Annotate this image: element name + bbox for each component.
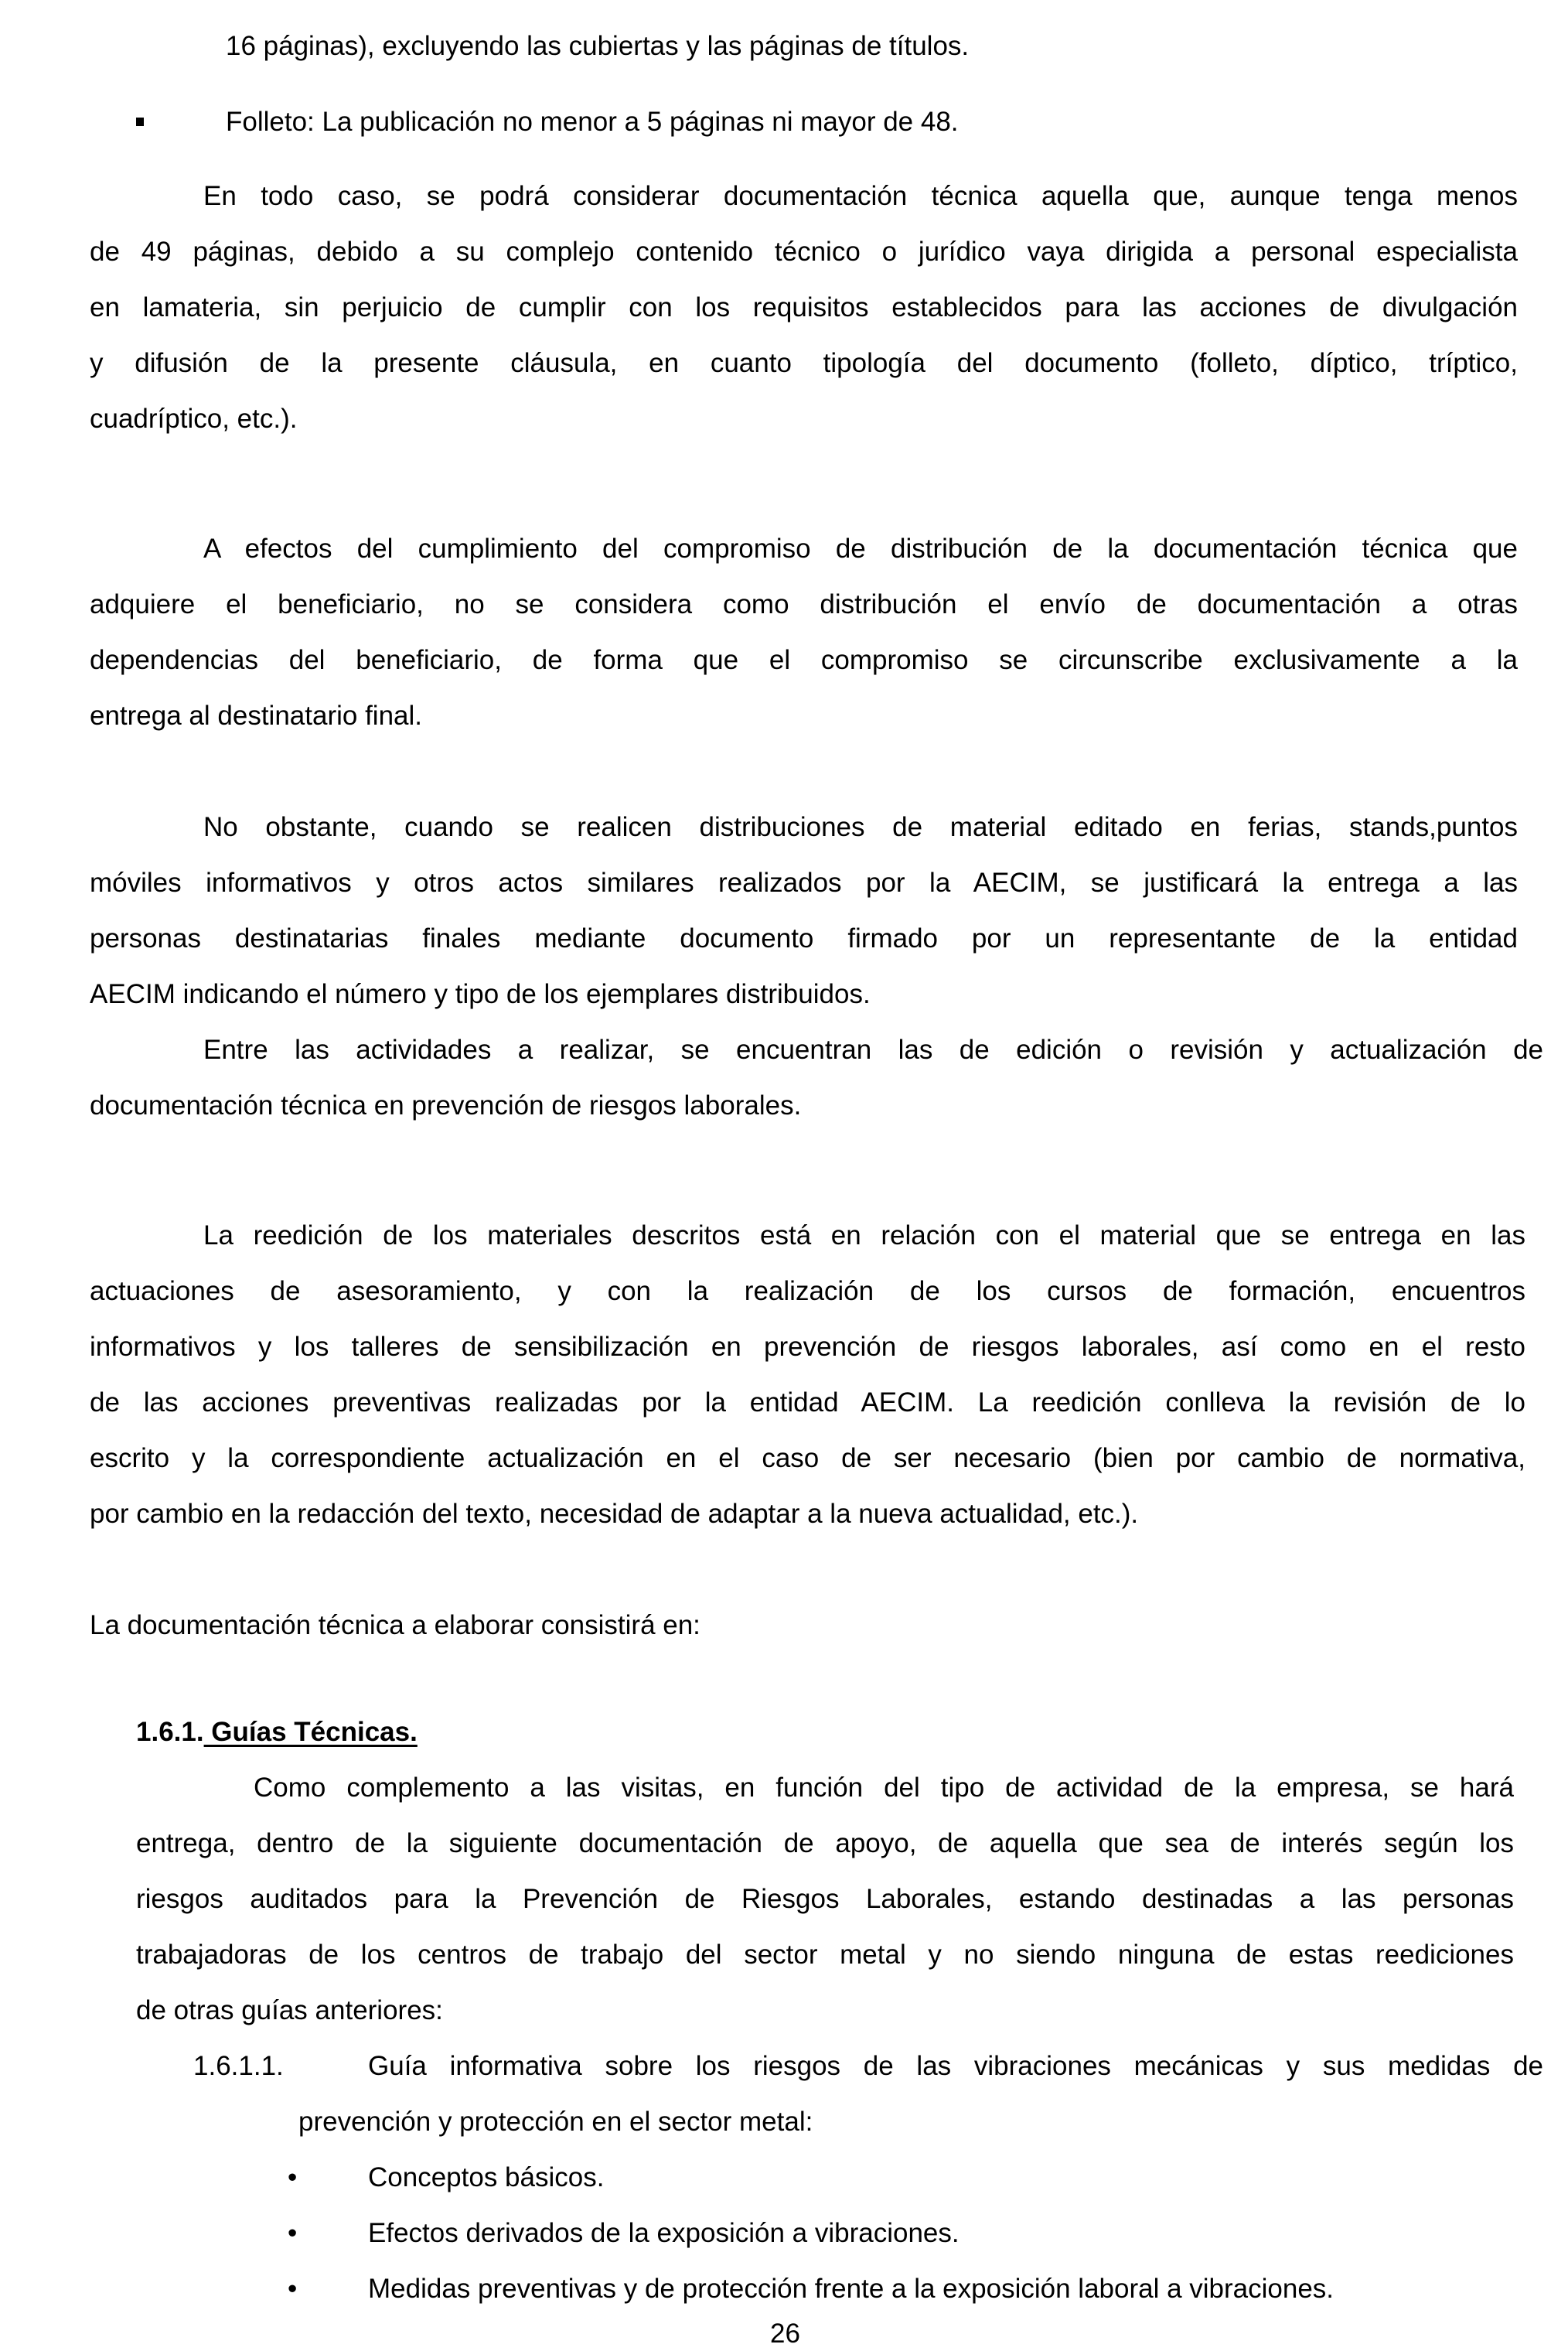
paragraph-2-line-3: dependencias del beneficiario, de forma que el compromiso se circunscribe exclusivamente a la [90,645,1518,675]
paragraph-7-line-5: de otras guías anteriores: [136,1995,443,2025]
paragraph-7-line-3: riesgos auditados para la Prevención de Riesgos Laborales, estando destinadas a las personas [136,1884,1514,1914]
paragraph-7-line-2: entrega, dentro de la siguiente documentación de apoyo, de aquella que sea de interés según los [136,1828,1514,1858]
paragraph-7-line-1: Como complemento a las visitas, en función del tipo de actividad de la empresa, se hará [254,1773,1514,1803]
square-bullet-icon [136,118,144,126]
paragraph-5-line-3: informativos y los talleres de sensibilización en prevención de riesgos laborales, así como en el resto [90,1332,1525,1362]
subsection-number: 1.6.1.1. [193,2051,284,2081]
paragraph-1-line-1: En todo caso, se podrá considerar documentación técnica aquella que, aunque tenga menos [203,181,1518,211]
paragraph-1-line-5: cuadríptico, etc.). [90,404,298,434]
subsection-title-line-2: prevención y protección en el sector metal: [298,2107,813,2137]
bullet-dot-icon: • [288,2274,298,2304]
bullet-item-3: Medidas preventivas y de protección frente a la exposición laboral a vibraciones. [368,2274,1335,2304]
bullet-item-2: Efectos derivados de la exposición a vibraciones. [368,2218,960,2248]
paragraph-5-line-2: actuaciones de asesoramiento, y con la realización de los cursos de formación, encuentros [90,1276,1525,1306]
paragraph-1-line-2: de 49 páginas, debido a su complejo contenido técnico o jurídico vaya dirigida a personal especialista [90,237,1518,267]
paragraph-3-line-2: móviles informativos y otros actos similares realizados por la AECIM, se justificará la entrega a las [90,868,1518,898]
section-heading [136,1715,418,1749]
subsection-title-line-1: Guía informativa sobre los riesgos de las vibraciones mecánicas y sus medidas de [368,2051,1543,2081]
section-title: Guías Técnicas. [203,1717,418,1747]
continuation-text: 16 páginas), excluyendo las cubiertas y las páginas de títulos. [226,31,970,61]
paragraph-3-line-4: AECIM indicando el número y tipo de los ejemplares distribuidos. [90,979,871,1009]
paragraph-3-line-3: personas destinatarias finales mediante documento firmado por un representante de la entidad [90,923,1518,954]
bullet-item-1: Conceptos básicos. [368,2162,605,2192]
page-number: 26 [770,2319,800,2349]
paragraph-2-line-4: entrega al destinatario final. [90,701,422,731]
section-number: 1.6.1. [136,1717,204,1747]
paragraph-5-line-6: por cambio en la redacción del texto, necesidad de adaptar a la nueva actualidad, etc.). [90,1499,1139,1529]
paragraph-7-line-4: trabajadoras de los centros de trabajo del sector metal y no siendo ninguna de estas reediciones [136,1940,1514,1970]
paragraph-6: La documentación técnica a elaborar consistirá en: [90,1610,700,1640]
bullet-dot-icon: • [288,2218,298,2248]
paragraph-5-line-1: La reedición de los materiales descritos está en relación con el material que se entrega en las [203,1220,1525,1251]
paragraph-5-line-4: de las acciones preventivas realizadas por la entidad AECIM. La reedición conlleva la revisión de lo [90,1387,1525,1418]
paragraph-4-line-1: Entre las actividades a realizar, se encuentran las de edición o revisión y actualización de [203,1035,1543,1065]
paragraph-4-line-2: documentación técnica en prevención de riesgos laborales. [90,1090,802,1121]
paragraph-1-line-3: en lamateria, sin perjuicio de cumplir con los requisitos establecidos para las acciones de divulgación [90,292,1518,322]
paragraph-2-line-1: A efectos del cumplimiento del compromiso de distribución de la documentación técnica que [203,534,1518,564]
paragraph-2-line-2: adquiere el beneficiario, no se considera como distribución el envío de documentación a otras [90,589,1518,619]
paragraph-1-line-4: y difusión de la presente cláusula, en cuanto tipología del documento (folleto, díptico, tríptico, [90,348,1518,378]
bullet-dot-icon: • [288,2162,298,2192]
paragraph-5-line-5: escrito y la correspondiente actualización en el caso de ser necesario (bien por cambio de normativa, [90,1443,1525,1473]
folleto-item: Folleto: La publicación no menor a 5 páginas ni mayor de 48. [226,107,959,137]
paragraph-3-line-1: No obstante, cuando se realicen distribuciones de material editado en ferias, stands,puntos [203,812,1518,842]
